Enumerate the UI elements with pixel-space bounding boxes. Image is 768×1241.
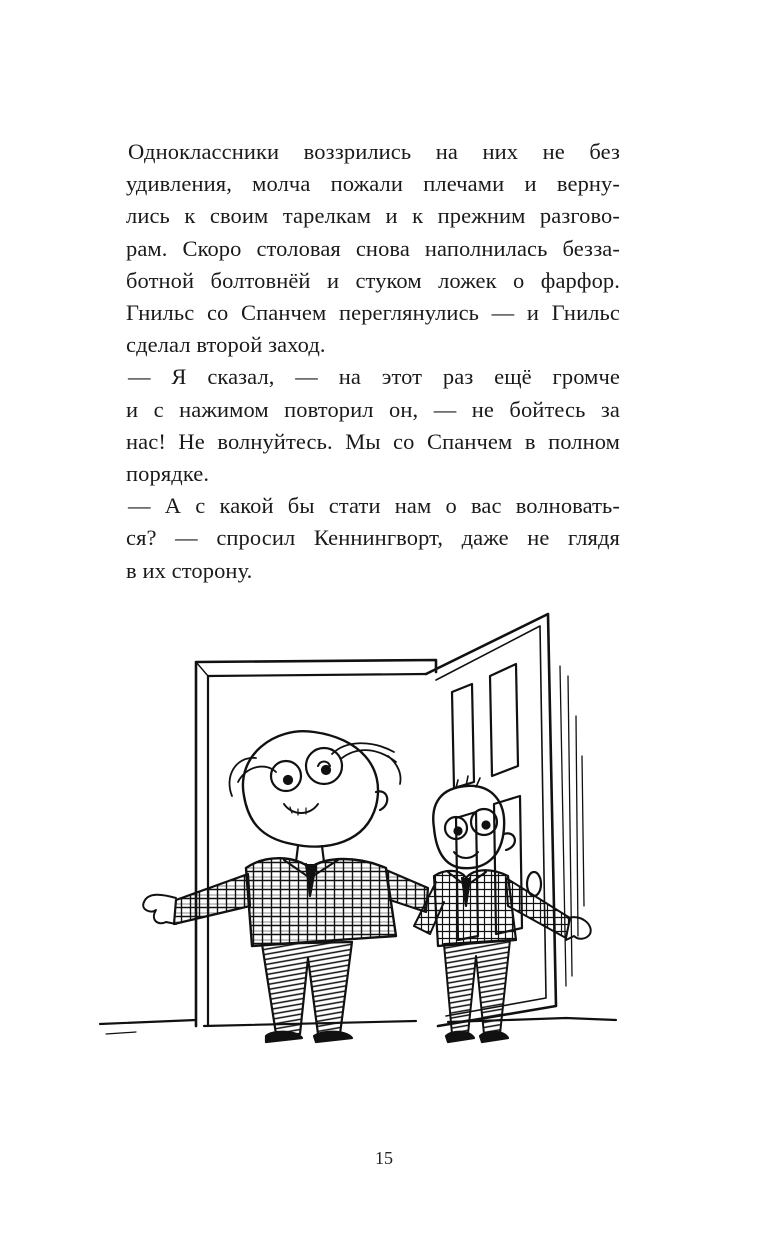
text-line: Одноклассники воззрились на них не без <box>128 139 620 164</box>
paragraph-3 <box>128 490 620 587</box>
text-line: в их сторону. <box>126 557 253 583</box>
text-line: Гнильс со Спанчем переглянулись — и Гнильс <box>126 300 620 326</box>
text-line: — А с какой бы стати нам о вас волновать- <box>128 493 620 519</box>
page-number: 15 <box>375 1148 393 1168</box>
paragraph-1 <box>128 136 620 361</box>
text-line: удивления, молча пожали плечами и верну- <box>126 171 620 197</box>
text-line: — Я сказал, — на этот раз ещё громче <box>128 364 620 390</box>
tall-boy <box>143 731 428 1042</box>
text-line: ся? — спросил Кеннингворт, даже не глядя <box>126 525 620 551</box>
text-line: и с нажимом повторил он, — не бойтесь за <box>126 396 620 422</box>
paragraph-2 <box>128 361 620 490</box>
text-line: лись к своим тарелкам и к прежним разгово- <box>126 203 620 229</box>
text-line: нас! Не волнуйтесь. Мы со Спанчем в полном <box>126 428 620 454</box>
floor-line <box>100 1018 616 1026</box>
text-line: ботной болтовнёй и стуком ложек о фарфор. <box>126 267 620 293</box>
text-line: порядке. <box>126 461 210 487</box>
illustration-two-boys-at-door <box>96 606 622 1086</box>
text-line: сделал второй заход. <box>126 332 326 358</box>
body-text <box>128 136 620 587</box>
text-line: рам. Скоро столовая снова наполнилась безза- <box>126 235 620 261</box>
